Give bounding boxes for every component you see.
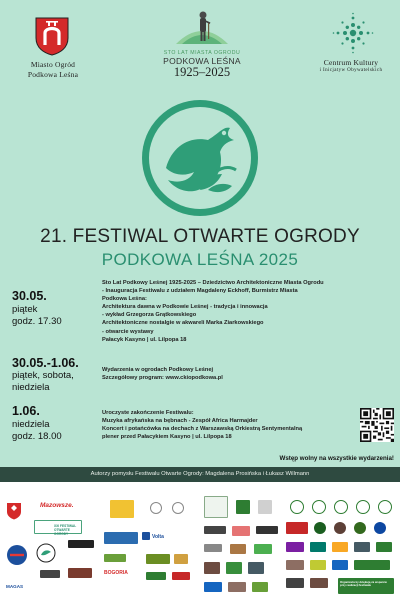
sponsor-logo: [354, 560, 390, 570]
event-description: [102, 409, 352, 441]
sponsor-logo: [378, 500, 392, 514]
sponsor-logo: [286, 578, 304, 588]
sponsor-logo: [40, 570, 60, 578]
festival-badge-icon: [36, 542, 56, 564]
festival-title: 21. FESTIWAL OTWARTE OGRODY: [40, 226, 360, 247]
sponsor-logo: [310, 560, 326, 570]
event-line: Architektura dawna w Podkowie Leśnej - tradycja i innowacja: [102, 304, 268, 311]
municipality-line2: Podkowa Leśna: [27, 70, 79, 79]
sponsor-logo: [286, 542, 304, 552]
culture-centre-star-icon: [332, 12, 374, 54]
event-line: plener przed Pałacykiem Kasyno | ul. Lilpopa 18: [102, 434, 232, 441]
free-entry-note: Wstęp wolny na wszystkie wydarzenia!: [279, 455, 394, 462]
sponsor-logo: [150, 502, 162, 514]
sponsor-logo: [146, 572, 166, 580]
event-day: piątek: [12, 304, 38, 315]
mazowsze-logo: Mazowsze.: [40, 502, 74, 509]
event-line: Muzyka afrykańska na bębnach - Zespół Africa Harmajder: [102, 418, 258, 425]
sponsor-logo: [204, 496, 228, 518]
sponsor-logo: [204, 562, 220, 574]
culture-centre-line2: i Inicjatyw Obywatelskich: [319, 68, 383, 73]
municipality-crest-icon: [34, 16, 70, 56]
sponsor-logo: [236, 500, 250, 514]
sponsor-logo: [376, 542, 392, 552]
sponsor-logo: [334, 522, 346, 534]
centenary-years: 1925–2025: [173, 65, 231, 79]
event-line: Uroczyste zakończenie Festiwalu:: [102, 410, 194, 416]
centenary-line2: PODKOWA LEŚNA: [163, 56, 241, 66]
sponsor-logo: [334, 500, 348, 514]
sponsor-logo: [290, 500, 304, 514]
sponsor-logo: [248, 562, 264, 574]
sponsor-logo: [256, 526, 278, 534]
header: [0, 0, 400, 92]
sponsor-logo: [104, 532, 138, 544]
sponsor-logo: [286, 522, 308, 534]
volta-logo: Volta: [152, 534, 164, 540]
event-date: 30.05.: [12, 289, 47, 303]
event-time: niedziela: [12, 382, 50, 393]
sponsor-logo: [374, 522, 386, 534]
sponsor-logo: [232, 526, 250, 536]
event-line: Podkowa Leśna:: [102, 296, 147, 303]
event-line: - Inauguracja Festiwalu z udziałem Magdaleny Eckhoff, Burmistrz Miasta: [102, 288, 298, 295]
sponsor-logo: [314, 522, 326, 534]
sponsor-logo: [204, 544, 222, 552]
event-line: Architektoniczne nostalgie w akwareli Marka Ziarkowskiego: [102, 320, 264, 327]
sponsor-logo: [142, 532, 150, 540]
sponsor-logo: [310, 542, 326, 552]
sponsor-logo: [312, 500, 326, 514]
sponsor-logo: [68, 568, 92, 578]
sponsor-logo: [204, 526, 226, 534]
voivodeship-crest-icon: [6, 502, 22, 520]
sponsor-logo: [230, 544, 246, 554]
sponsor-logo: [254, 544, 272, 554]
sponsor-logo: [356, 500, 370, 514]
authors-text: Autorzy pomysłu Festiwalu Otwarte Ogrody: Magdalena Prosińska i Łukasz Willmann: [90, 471, 310, 477]
sponsor-note: Organizatorzy dziękują za wsparcie przy realizacji festiwalu: [340, 580, 387, 588]
municipality-name: [8, 60, 98, 80]
sponsors-strip: [0, 482, 400, 600]
event-line: Szczegółowy program: www.ckiopodkowa.pl: [102, 375, 223, 382]
event-day: niedziela: [12, 419, 50, 430]
municipality-line1: Miasto Ogród: [30, 60, 76, 69]
sponsor-logo: [310, 578, 328, 588]
centenary-logo: [158, 8, 246, 88]
sponsor-logo: [172, 502, 184, 514]
event-date: 30.05.-1.06.: [12, 356, 79, 370]
event-day: piątek, sobota,: [12, 370, 74, 381]
sponsor-logo: [332, 560, 348, 570]
event-line: Sto Lat Podkowy Leśnej 1925-2025 – Dziedzictwo Architektoniczne Miasta Ogrodu: [102, 280, 324, 286]
culture-centre-line1: Centrum Kultury: [323, 58, 379, 67]
sponsor-logo: [228, 582, 246, 592]
wkd-logo-icon: [6, 544, 28, 566]
magas-logo: MAGAS: [6, 584, 24, 589]
sponsor-logo: [286, 560, 304, 570]
festival-subtitle: PODKOWA LEŚNA 2025: [101, 250, 299, 269]
event-line: Pałacyk Kasyno | ul. Lilpopa 18: [102, 336, 187, 343]
event-description: [102, 279, 392, 344]
centenary-line1: STO LAT MIASTA OGRODU: [163, 50, 241, 56]
centenary-figure-icon: [172, 8, 232, 48]
event-time: godz. 17.30: [12, 316, 62, 327]
sponsor-logo: [258, 500, 272, 514]
sponsor-logo: [146, 554, 170, 564]
qr-code-icon[interactable]: [360, 408, 394, 442]
event-description: [102, 366, 392, 382]
event-time: godz. 18.00: [12, 431, 62, 442]
sponsor-logo: [252, 582, 268, 592]
event-date: 1.06.: [12, 404, 40, 418]
sponsor-logo: [110, 500, 134, 518]
event-line: Wydarzenia w ogrodach Podkowy Leśnej: [102, 367, 214, 373]
sponsor-logo: [172, 572, 190, 580]
sponsor-logo: [332, 542, 348, 552]
event-line: - wykład Grzegorza Grątkowskiego: [102, 312, 197, 319]
sponsor-logo: [354, 542, 370, 552]
sponsor-logo: [174, 554, 188, 564]
sponsor-logo: [68, 540, 94, 548]
sponsor-logo: [204, 582, 222, 592]
bogoria-logo: BOGORIA: [104, 570, 128, 576]
event-line: Koncert i potańcówka na dechach z Warszawską Orkiestrą Sentymentalną: [102, 426, 303, 433]
festival-badge-text: XXI FESTIWAL OTWARTE OGRODY: [54, 524, 77, 536]
sponsor-logo: [226, 562, 242, 574]
sponsor-logo: [354, 522, 366, 534]
event-line: - otwarcie wystawy: [102, 328, 154, 335]
festival-bird-logo-icon: [138, 96, 262, 220]
sponsor-logo: [104, 554, 126, 562]
